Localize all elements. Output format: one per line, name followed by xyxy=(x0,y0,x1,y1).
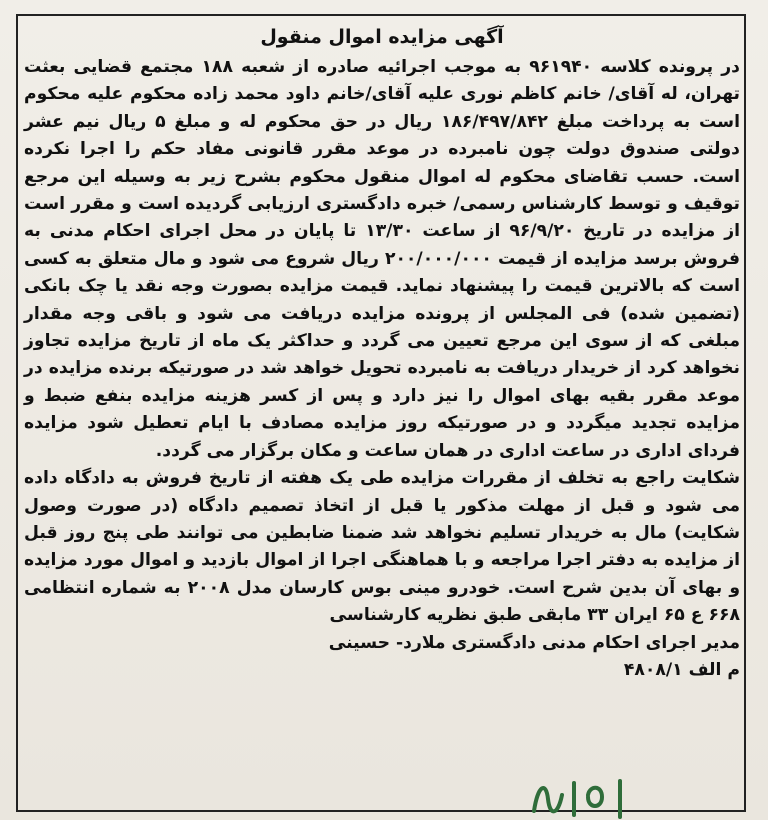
notice-body-complaint: شکایت راجع به تخلف از مقررات مزایده طی یک هفته از تاریخ فروش به دادگاه داده می شود و قبل از مهلت مذکور یا قبل از اتخاذ تصمیم دادگاه (در صورت وصول شکایت) مال به خریدار تسلیم نخواهد شد ضمنا ضابطین می توانند طی پنج روز قبل از مزایده به دفتر اجرا مراجعه و با هماهنگی اجرا از اموال بازدید و اموال مورد مزایده و بهای آن بدین شرح است. خودرو مینی بوس کارسان مدل ۲۰۰۸ به شماره انتظامی ۶۶۸ ع ۶۵ ایران ۳۳ مابقی طبق نظریه کارشناسی xyxy=(24,468,740,626)
notice-code: م الف ۴۸۰۸/۱ xyxy=(623,659,740,680)
notice-signature: مدیر اجرای احکام مدنی دادگستری ملارد- حسینی xyxy=(328,632,740,653)
handwritten-mark xyxy=(528,775,638,819)
notice-article xyxy=(24,22,740,684)
notice-title: آگهی مزایده اموال منقول xyxy=(260,26,504,48)
notice-body: در پرونده کلاسه ۹۶۱۹۴۰ به موجب اجرائیه صادره از شعبه ۱۸۸ مجتمع قضایی بعثت تهران، له آقای/ خانم کاظم نوری علیه آقای/خانم داود محمد زاده محکوم علیه محکوم است به پرداخت مبلغ ۱۸۶/۴۹۷/۸۴۲ ریال در حق محکوم له و مبلغ ۵ ریال نیم عشر دولتی صندوق دولت چون نامبرده در موعد مقرر قانونی مفاد حکم را اجرا نکرده است. حسب تقاضای محکوم له اموال منقول محکوم بشرح زیر به وسیله این مرجع توقیف و توسط کارشناس رسمی/ خبره دادگستری ارزیابی گردیده است و مقرر است از مزایده در تاریخ ۹۶/۹/۲۰ از ساعت ۱۳/۳۰ تا پایان در محل اجرای احکام مدنی به فروش برسد مزایده از قیمت ۲۰۰/۰۰۰/۰۰۰ ریال شروع می شود و مال متعلق به کسی است که بالاترین قیمت را پیشنهاد نماید. قیمت مزایده بصورت وجه نقد یا چک بانکی (تضمین شده) فی المجلس از پرونده مزایده دریافت می شود و باقی وجه مقدار مبلغی که از سوی این مرجع تعیین می گردد و حداکثر یک ماه از تاریخ مزایده تجاوز نخواهد کرد از خریدار دریافت به نامبرده تحویل خواهد شد در صورتیکه برنده مزایده در موعد مقرر بقیه بهای اموال را نیز دارد و پس از کسر هزینه مزایده بنفع ضبط و مزایده تجدید میگردد و در صورتیکه روز مزایده مصادف با ایام تعطیل شود مزایده فردای اداری در ساعت اداری در همان ساعت و مکان برگزار می گردد. xyxy=(24,57,740,461)
